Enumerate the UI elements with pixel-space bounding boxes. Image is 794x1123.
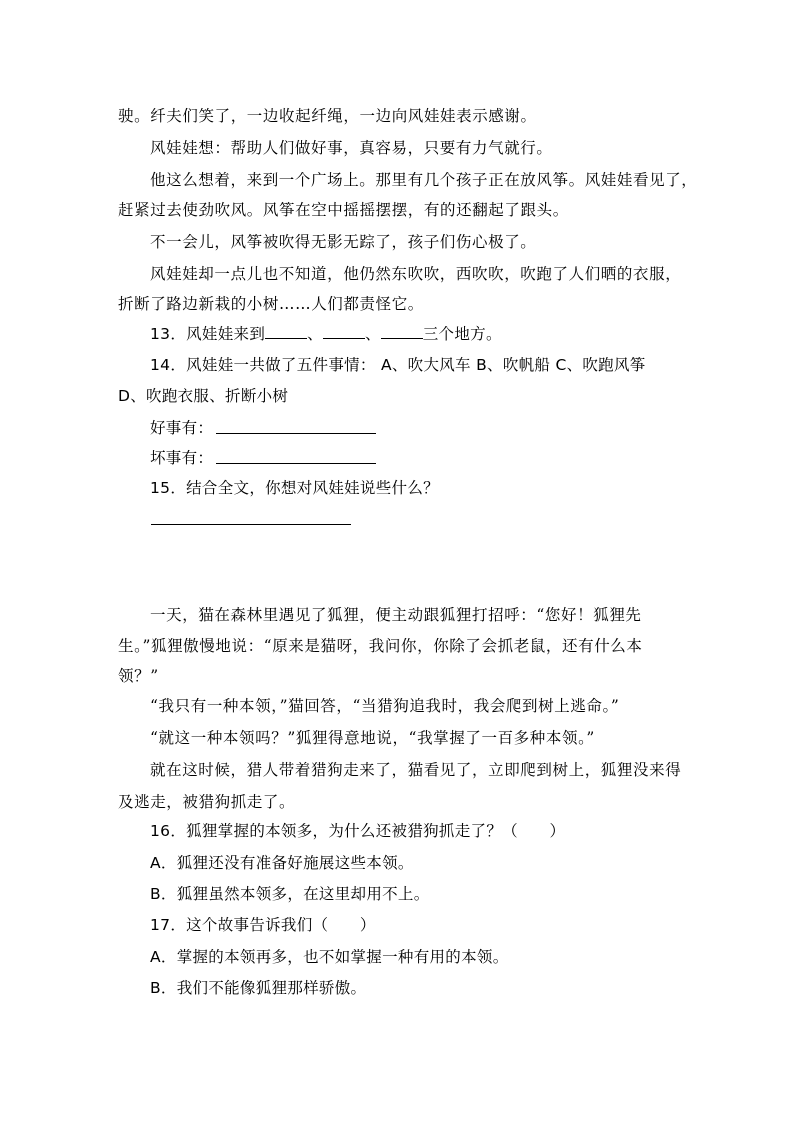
question-13-suffix: 三个地方。 [422, 325, 502, 343]
question-13-sep-2: 、 [364, 325, 381, 343]
passage1-line-2: 风娃娃想：帮助人们做好事，真容易，只要有力气就行。 [150, 139, 553, 157]
question-13-prefix: 13．风娃娃来到 [150, 325, 266, 343]
passage1-line-6: 风娃娃却一点儿也不知道，他仍然东吹吹，西吹吹，吹跑了人们晒的衣服， [150, 265, 682, 283]
passage2-line-4: “我只有一种本领，”猫回答，“当猎狗追我时，我会爬到树上逃命。” [150, 697, 620, 715]
passage1-line-1: 驶。纤夫们笑了，一边收起纤绳，一边向风娃娃表示感谢。 [118, 107, 537, 125]
question-13-sep-1: 、 [307, 325, 323, 343]
question-14-options-cont: D、吹跑衣服、折断小树 [118, 387, 289, 405]
passage2-line-2: 生。”狐狸傲慢地说：“原来是猫呀，我问你，你除了会抓老鼠，还有什么本 [118, 637, 643, 655]
question-16: 16．狐狸掌握的本领多，为什么还被猎狗抓走了？（ ） [150, 822, 566, 840]
good-deeds-label: 好事有： [150, 419, 214, 437]
passage1-line-5: 不一会儿，风筝被吹得无影无踪了，孩子们伤心极了。 [150, 233, 537, 251]
passage1-line-4: 赶紧过去使劲吹风。风筝在空中摇摇摆摆，有的还翻起了跟头。 [118, 201, 569, 219]
answer-blank-1[interactable] [265, 337, 307, 339]
bad-deeds-answer-line[interactable] [216, 463, 376, 464]
question-17-option-a: A．掌握的本领再多，也不如掌握一种有用的本领。 [150, 948, 509, 966]
question-14: 14．风娃娃一共做了五件事情： A、吹大风车 B、吹帆船 C、吹跑风筝 [150, 356, 646, 374]
good-deeds-answer-line[interactable] [216, 433, 376, 434]
passage2-line-1: 一天，猫在森林里遇见了狐狸，便主动跟狐狸打招呼：“您好！狐狸先 [150, 606, 642, 624]
question-17: 17．这个故事告诉我们（ ） [150, 916, 376, 934]
question-16-option-b: B．狐狸虽然本领多，在这里却用不上。 [150, 885, 430, 903]
answer-blank-3[interactable] [381, 337, 423, 339]
question-13 [150, 322, 502, 344]
answer-blank-2[interactable] [323, 337, 365, 339]
passage2-line-7: 及逃走，被猎狗抓走了。 [118, 793, 296, 811]
passage1-line-3: 他这么想着，来到一个广场上。那里有几个孩子正在放风筝。风娃娃看见了， [150, 171, 698, 189]
question-15-answer-line[interactable] [151, 524, 351, 525]
passage1-line-7: 折断了路边新栽的小树……人们都责怪它。 [118, 295, 424, 313]
passage2-line-5: “就这一种本领吗？”狐狸得意地说，“我掌握了一百多种本领。” [150, 729, 595, 747]
passage2-line-3: 领？” [118, 667, 159, 685]
bad-deeds-label: 坏事有： [150, 449, 214, 467]
passage2-line-6: 就在这时候，猎人带着猎狗走来了，猫看见了，立即爬到树上，狐狸没来得 [150, 761, 682, 779]
question-15: 15．结合全文，你想对风娃娃说些什么？ [150, 479, 439, 497]
question-17-option-b: B．我们不能像狐狸那样骄傲。 [150, 979, 367, 997]
question-16-option-a: A．狐狸还没有准备好施展这些本领。 [150, 854, 414, 872]
